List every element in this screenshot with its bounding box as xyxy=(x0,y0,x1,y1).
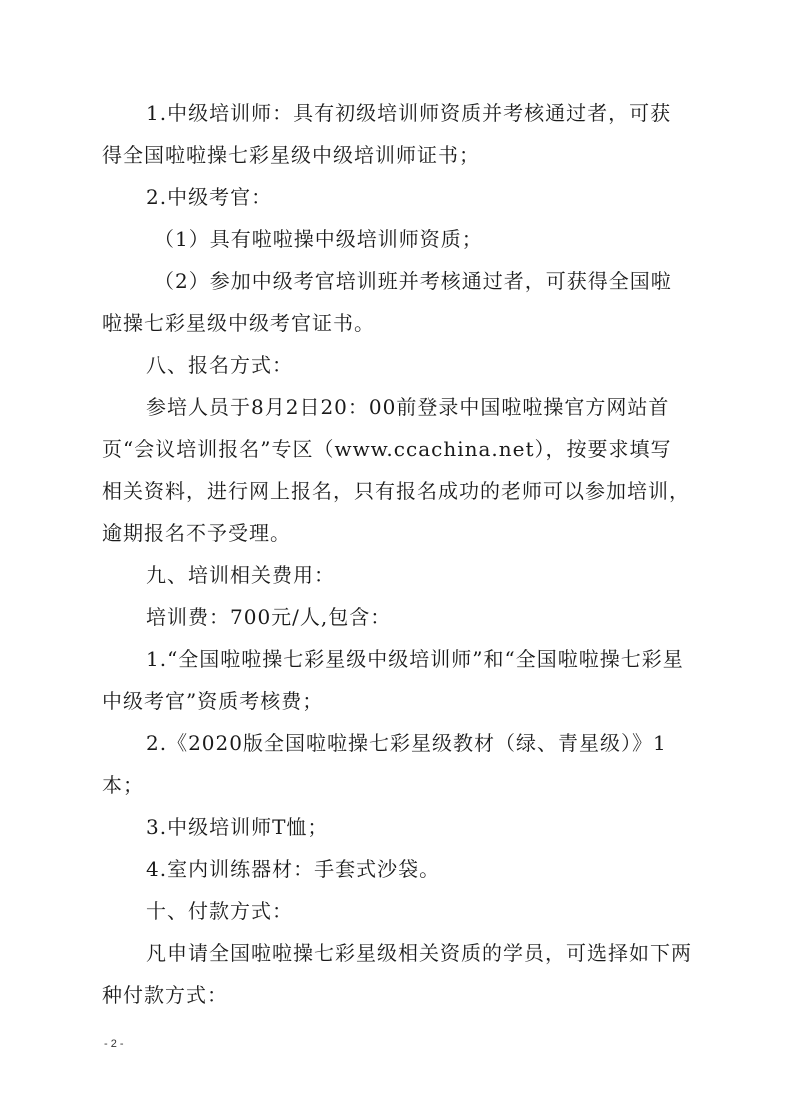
paragraph-examiner-requirement-2: （2）参加中级考官培训班并考核通过者，可获得全国啦啦操七彩星级中级考官证书。 xyxy=(102,269,672,335)
page-number: - 2 - xyxy=(104,1038,124,1050)
paragraph-training-fee: 培训费：700元/人,包含： xyxy=(146,605,392,629)
paragraph-fee-item-2: 2.《2020版全国啦啦操七彩星级教材（绿、青星级）》1本； xyxy=(102,731,667,797)
paragraph-intermediate-trainer: 1.中级培训师：具有初级培训师资质并考核通过者，可获得全国啦啦操七彩星级中级培训师证书； xyxy=(102,101,672,167)
section-heading-registration: 八、报名方式： xyxy=(146,353,293,377)
paragraph-registration-details: 参培人员于8月2日20：00前登录中国啦啦操官方网站首页“会议培训报名”专区（www.ccachina.net），按要求填写相关资料，进行网上报名，只有报名成功的老师可以参加培训，逾期报名不予受理。 xyxy=(102,395,690,545)
paragraph-intermediate-examiner-heading: 2.中级考官： xyxy=(146,185,273,209)
paragraph-fee-item-3: 3.中级培训师T恤； xyxy=(146,815,329,839)
section-heading-fees: 九、培训相关费用： xyxy=(146,563,335,587)
paragraph-fee-item-4: 4.室内训练器材：手套式沙袋。 xyxy=(146,857,441,881)
paragraph-payment-intro: 凡申请全国啦啦操七彩星级相关资质的学员，可选择如下两种付款方式： xyxy=(102,941,692,1007)
section-heading-payment: 十、付款方式： xyxy=(146,899,293,923)
paragraph-fee-item-1: 1.“全国啦啦操七彩星级中级培训师”和“全国啦啦操七彩星中级考官”资质考核费； xyxy=(102,647,684,713)
paragraph-examiner-requirement-1: （1）具有啦啦操中级培训师资质； xyxy=(154,227,483,251)
